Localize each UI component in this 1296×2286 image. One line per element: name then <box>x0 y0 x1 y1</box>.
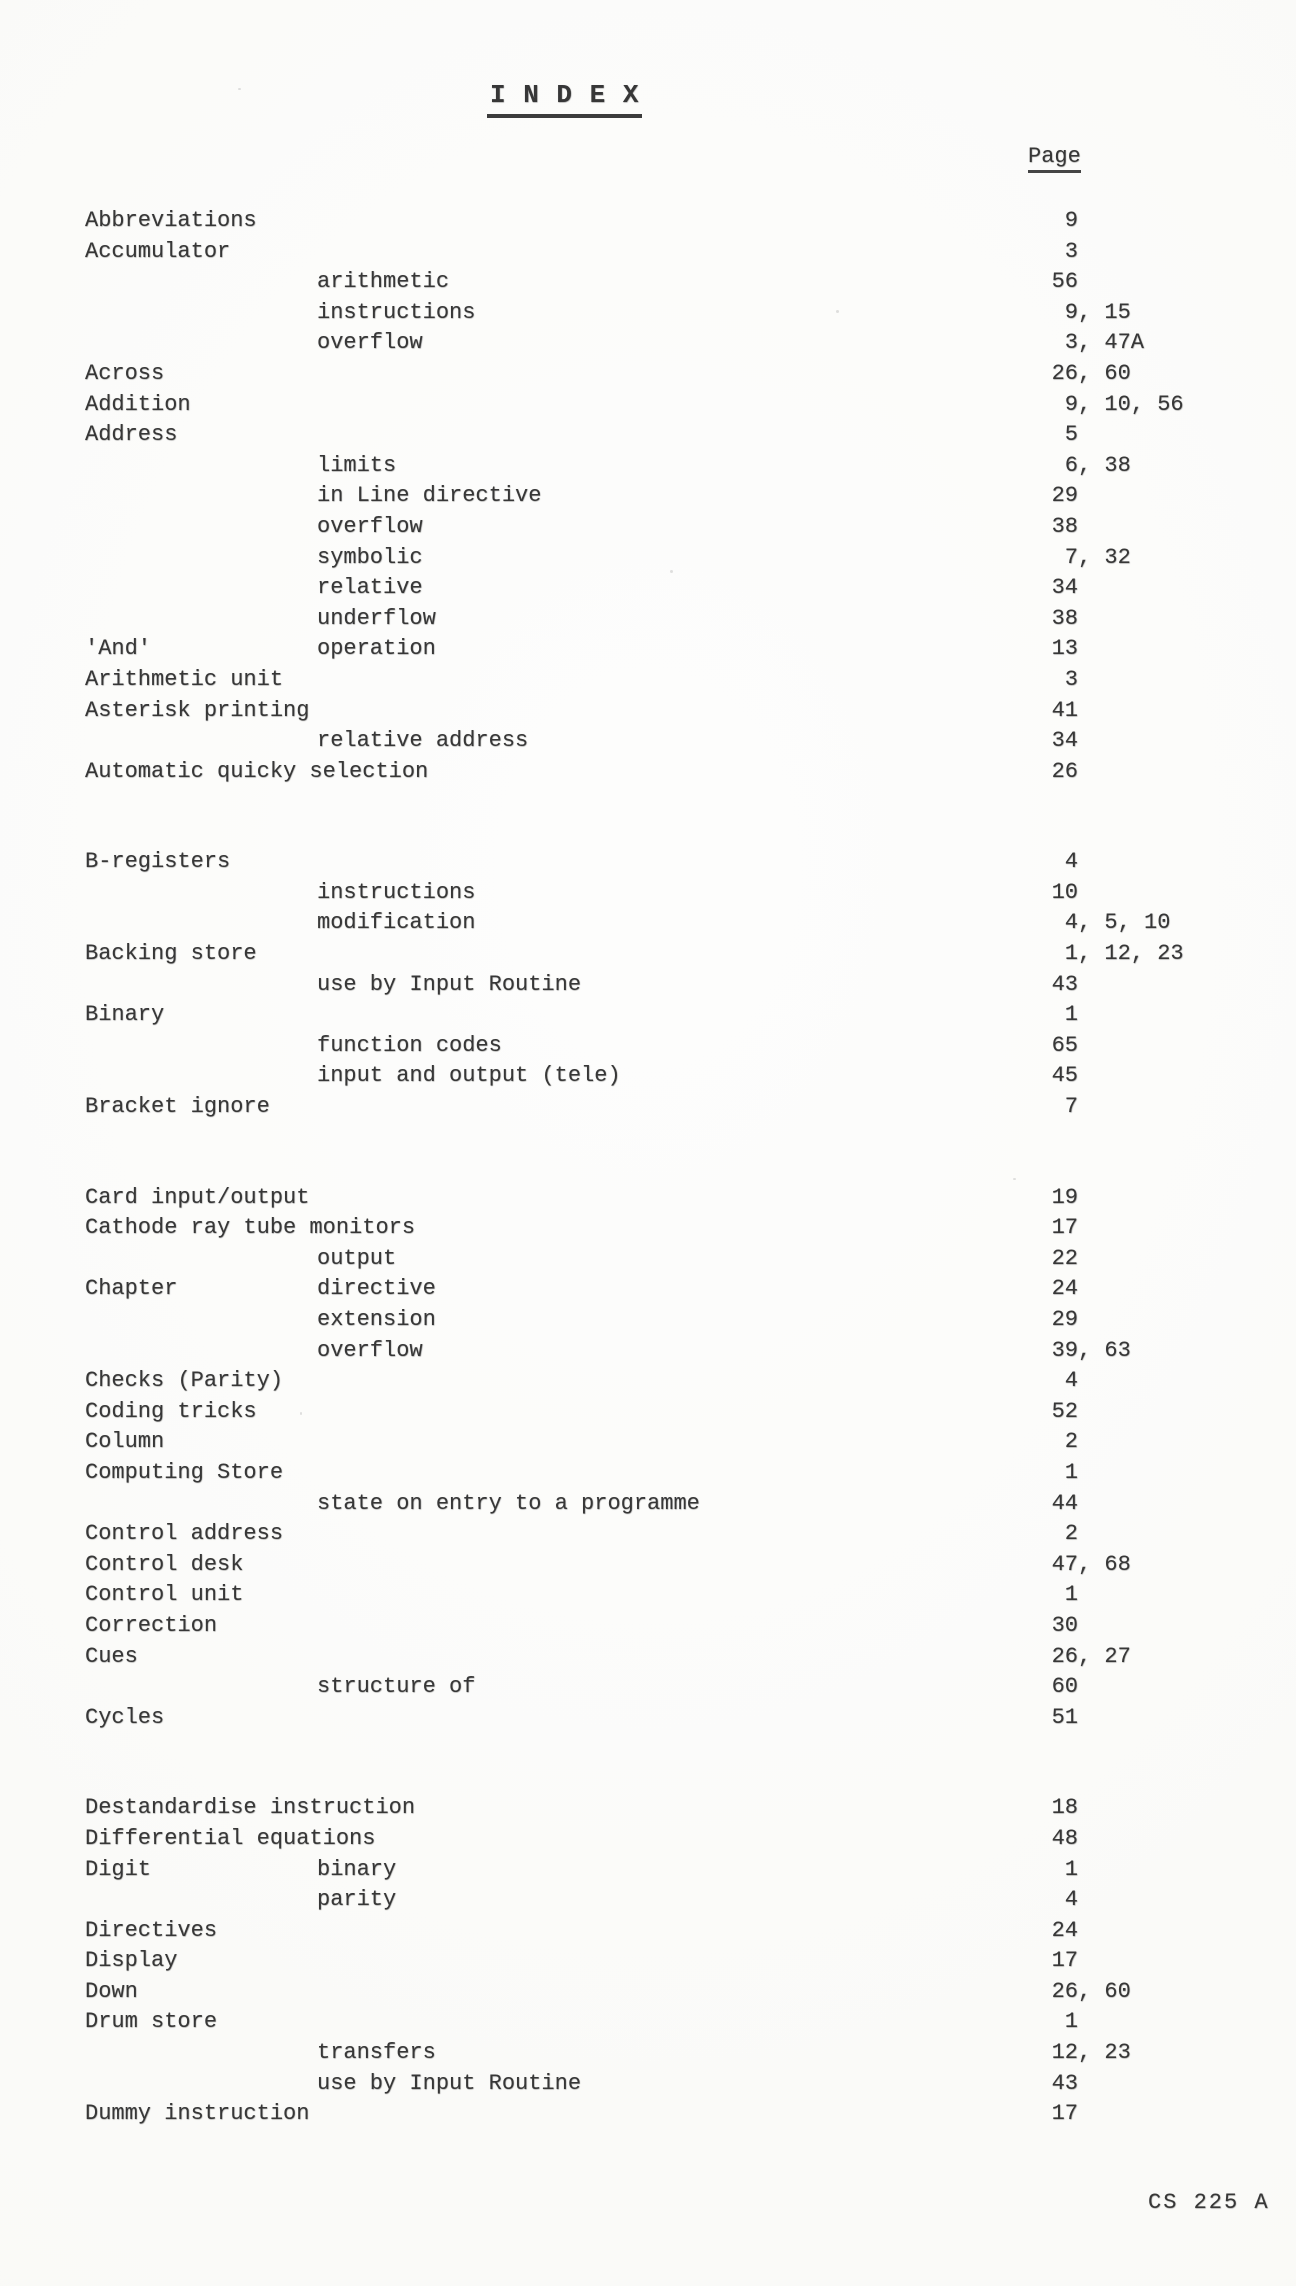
index-term: Asterisk printing <box>85 697 310 723</box>
index-subterm: modification <box>317 910 476 936</box>
index-row <box>0 420 1296 451</box>
index-row <box>0 1611 1296 1642</box>
index-row <box>0 206 1296 237</box>
index-row <box>0 696 1296 727</box>
index-page-numbers: 65 <box>1051 1032 1078 1058</box>
index-row <box>0 757 1296 788</box>
index-term: Drum store <box>85 2009 218 2035</box>
paper-speck <box>238 88 241 90</box>
index-term: Automatic quicky selection <box>85 758 429 784</box>
index-page-numbers: 39, 63 <box>1051 1337 1131 1363</box>
index-page-numbers: 34 <box>1051 728 1078 754</box>
index-subterm: parity <box>317 1887 397 1913</box>
index-term: Destandardise instruction <box>85 1795 416 1821</box>
index-subterm: overflow <box>317 1337 423 1363</box>
index-row <box>0 1946 1296 1977</box>
index-row <box>0 1519 1296 1550</box>
index-row <box>0 1213 1296 1244</box>
index-subterm: operation <box>317 636 436 662</box>
index-row <box>0 1977 1296 2008</box>
index-subterm: in Line directive <box>317 483 542 509</box>
index-page-numbers: 1 <box>1064 1582 1078 1608</box>
index-row <box>0 726 1296 757</box>
index-page-numbers: 26, 60 <box>1051 360 1131 386</box>
index-term: Cues <box>85 1643 138 1669</box>
index-page-numbers: 3, 47A <box>1064 330 1145 356</box>
index-page-numbers: 9 <box>1064 208 1078 233</box>
index-row <box>0 543 1296 574</box>
index-row <box>0 1305 1296 1336</box>
index-page-numbers: 2 <box>1064 1429 1078 1455</box>
index-page-numbers: 17 <box>1051 1948 1078 1974</box>
index-term: Dummy instruction <box>85 2101 310 2127</box>
index-term: Addition <box>85 391 191 417</box>
index-page-numbers: 24 <box>1051 1276 1078 1302</box>
index-row <box>0 1061 1296 1092</box>
index-subterm: binary <box>317 1856 397 1882</box>
index-term: 'And' <box>85 636 152 662</box>
index-term: Control desk <box>85 1551 244 1577</box>
index-subterm: arithmetic <box>317 269 450 295</box>
index-section-c <box>0 1183 1296 1734</box>
index-page-numbers: 56 <box>1051 269 1078 295</box>
index-row <box>0 1244 1296 1275</box>
index-subterm: overflow <box>317 330 423 356</box>
index-page-numbers: 34 <box>1051 575 1078 601</box>
index-row <box>0 1855 1296 1886</box>
index-row <box>0 970 1296 1001</box>
index-term: Correction <box>85 1612 218 1638</box>
index-subterm: symbolic <box>317 544 423 570</box>
index-row <box>0 1458 1296 1489</box>
index-page-numbers: 45 <box>1051 1063 1078 1089</box>
index-page-numbers: 26, 60 <box>1051 1978 1131 2004</box>
index-row <box>0 328 1296 359</box>
index-page-numbers: 52 <box>1051 1398 1078 1424</box>
index-page-numbers: 1 <box>1064 1856 1078 1882</box>
index-page-numbers: 7 <box>1064 1094 1078 1120</box>
index-row <box>0 1885 1296 1916</box>
index-page-numbers: 12, 23 <box>1051 2040 1131 2066</box>
index-section-a <box>0 206 1296 787</box>
index-row <box>0 2007 1296 2038</box>
page-number-column-header: Page <box>1028 144 1081 173</box>
index-page-numbers: 1 <box>1064 1002 1078 1028</box>
index-row <box>0 573 1296 604</box>
index-row <box>0 1000 1296 1031</box>
index-term: Cycles <box>85 1704 165 1730</box>
index-row <box>0 1031 1296 1062</box>
index-page-numbers: 26, 27 <box>1051 1643 1131 1669</box>
index-page-numbers: 9, 15 <box>1064 299 1131 325</box>
index-row <box>0 1672 1296 1703</box>
index-page-numbers: 13 <box>1051 636 1078 662</box>
index-term: Card input/output <box>85 1184 310 1210</box>
index-term: Across <box>85 360 165 386</box>
index-page-numbers: 18 <box>1051 1795 1078 1821</box>
index-page-numbers: 5 <box>1064 422 1078 448</box>
index-row <box>0 1092 1296 1123</box>
index-page-numbers: 9, 10, 56 <box>1064 391 1184 417</box>
index-row <box>0 1336 1296 1367</box>
index-page-numbers: 41 <box>1051 697 1078 723</box>
paper-speck <box>300 1412 302 1415</box>
index-subterm: directive <box>317 1276 436 1302</box>
index-page-numbers: 60 <box>1051 1674 1078 1700</box>
index-term: Backing store <box>85 941 257 967</box>
index-row <box>0 1703 1296 1734</box>
index-subterm: input and output (tele) <box>317 1063 621 1089</box>
index-page-numbers: 1 <box>1064 1459 1078 1485</box>
index-term: Accumulator <box>85 238 231 264</box>
index-row <box>0 481 1296 512</box>
index-term: Arithmetic unit <box>85 666 284 692</box>
index-term: Down <box>85 1978 138 2004</box>
index-page-numbers: 17 <box>1051 2101 1078 2127</box>
index-page-numbers: 51 <box>1051 1704 1078 1730</box>
index-subterm: output <box>317 1245 397 1271</box>
index-page-numbers: 1, 12, 23 <box>1064 941 1184 967</box>
index-page-numbers: 2 <box>1064 1521 1078 1547</box>
index-term: Checks (Parity) <box>85 1368 284 1394</box>
index-term: Bracket ignore <box>85 1094 270 1120</box>
index-term: Display <box>85 1948 178 1974</box>
index-row <box>0 237 1296 268</box>
index-row <box>0 1427 1296 1458</box>
index-page-numbers: 19 <box>1051 1184 1078 1210</box>
index-row <box>0 939 1296 970</box>
index-row <box>0 1824 1296 1855</box>
index-row <box>0 1580 1296 1611</box>
index-subterm: instructions <box>317 879 476 905</box>
index-page-numbers: 48 <box>1051 1825 1078 1851</box>
index-subterm: structure of <box>317 1674 476 1700</box>
index-term: Directives <box>85 1917 218 1943</box>
index-row <box>0 1916 1296 1947</box>
index-subterm: relative address <box>317 728 529 754</box>
index-row <box>0 878 1296 909</box>
index-term: Differential equations <box>85 1825 376 1851</box>
index-row <box>0 1642 1296 1673</box>
index-subterm: limits <box>317 452 397 478</box>
index-row <box>0 634 1296 665</box>
index-subterm: underflow <box>317 605 436 631</box>
index-page-numbers: 44 <box>1051 1490 1078 1516</box>
index-row <box>0 908 1296 939</box>
index-term: Cathode ray tube monitors <box>85 1215 416 1241</box>
index-page-numbers: 3 <box>1064 238 1078 264</box>
index-page-numbers: 3 <box>1064 666 1078 692</box>
index-row <box>0 359 1296 390</box>
index-row <box>0 847 1296 878</box>
index-page-numbers: 4 <box>1064 849 1078 875</box>
index-row <box>0 2069 1296 2100</box>
index-term: Column <box>85 1429 165 1455</box>
index-term: Coding tricks <box>85 1398 257 1424</box>
index-subterm: extension <box>317 1307 436 1332</box>
index-row <box>0 604 1296 635</box>
index-page-numbers: 4 <box>1064 1887 1078 1913</box>
paper-speck <box>1013 1178 1016 1180</box>
index-row <box>0 298 1296 329</box>
index-term: Abbreviations <box>85 208 257 233</box>
index-row <box>0 665 1296 696</box>
index-page-numbers: 43 <box>1051 2070 1078 2096</box>
index-subterm: function codes <box>317 1032 502 1058</box>
index-subterm: use by Input Routine <box>317 2070 582 2096</box>
index-term: Control unit <box>85 1582 244 1608</box>
index-subterm: state on entry to a programme <box>317 1490 700 1516</box>
index-subterm: relative <box>317 575 423 601</box>
index-term: B-registers <box>85 849 231 875</box>
index-page-numbers: 29 <box>1051 1307 1078 1332</box>
index-term: Digit <box>85 1856 152 1882</box>
index-page-numbers: 22 <box>1051 1245 1078 1271</box>
index-section-d <box>0 1793 1296 2130</box>
index-term: Binary <box>85 1002 165 1028</box>
index-section-b <box>0 847 1296 1122</box>
index-term: Address <box>85 422 178 448</box>
document-reference-code: CS 225 A <box>1148 2190 1270 2215</box>
index-row <box>0 1397 1296 1428</box>
index-page-numbers: 6, 38 <box>1064 452 1131 478</box>
paper-speck <box>836 310 839 313</box>
index-page-numbers: 43 <box>1051 971 1078 997</box>
index-page-numbers: 38 <box>1051 513 1078 539</box>
index-row <box>0 1550 1296 1581</box>
index-page-numbers: 38 <box>1051 605 1078 631</box>
index-page-numbers: 17 <box>1051 1215 1078 1241</box>
index-subterm: use by Input Routine <box>317 971 582 997</box>
index-page-numbers: 30 <box>1051 1612 1078 1638</box>
index-row <box>0 1274 1296 1305</box>
index-subterm: instructions <box>317 299 476 325</box>
index-row <box>0 512 1296 543</box>
index-page-numbers: 10 <box>1051 879 1078 905</box>
index-row <box>0 1489 1296 1520</box>
index-page-numbers: 4, 5, 10 <box>1064 910 1171 936</box>
index-page-numbers: 7, 32 <box>1064 544 1131 570</box>
index-term: Control address <box>85 1521 284 1547</box>
index-page-numbers: 47, 68 <box>1051 1551 1131 1577</box>
index-row <box>0 1183 1296 1214</box>
index-row <box>0 390 1296 421</box>
index-entries <box>0 206 1296 2130</box>
index-subterm: overflow <box>317 513 423 539</box>
index-row <box>0 2099 1296 2130</box>
index-page-numbers: 4 <box>1064 1368 1078 1394</box>
index-row <box>0 1793 1296 1824</box>
index-term: Computing Store <box>85 1459 284 1485</box>
index-subterm: transfers <box>317 2040 436 2066</box>
index-page-numbers: 1 <box>1064 2009 1078 2035</box>
index-row <box>0 2038 1296 2069</box>
index-page-numbers: 29 <box>1051 483 1078 509</box>
index-page-numbers: 24 <box>1051 1917 1078 1943</box>
index-row <box>0 1366 1296 1397</box>
index-page-numbers: 26 <box>1051 758 1078 784</box>
index-row <box>0 267 1296 298</box>
paper-speck <box>670 570 673 573</box>
index-row <box>0 451 1296 482</box>
index-term: Chapter <box>85 1276 178 1302</box>
page-title: I N D E X <box>487 80 642 118</box>
